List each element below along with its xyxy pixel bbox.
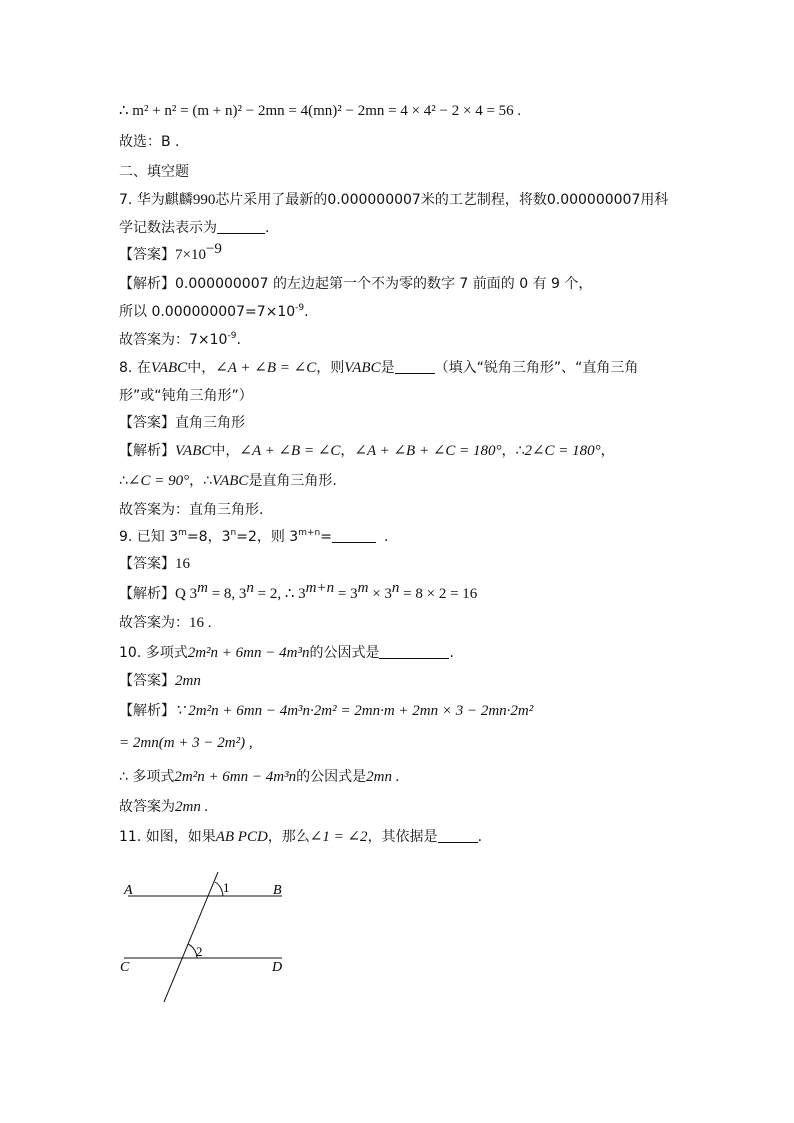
transversal-line	[164, 872, 218, 1002]
q9-answer-line	[119, 554, 190, 574]
q11-text-a: 11. 如图，如果	[119, 829, 216, 845]
q8-analysis-eq-1: ∠A + ∠B = ∠C	[239, 443, 341, 459]
q9-exp-m: m	[178, 528, 187, 538]
final-answer-label: 故答案为：	[119, 502, 189, 518]
q9-an-e: n	[246, 580, 254, 596]
label-d: D	[272, 960, 283, 975]
q10-gcf: 2mn .	[366, 769, 400, 785]
answer-label: 【答案】	[119, 415, 175, 431]
q8-analysis-c: 中，	[211, 443, 240, 459]
q9-text-a: 9. 已知 3	[119, 529, 179, 545]
q9-an-i: m	[357, 580, 369, 596]
q9-an-k: n	[391, 580, 400, 596]
answer-choice-text: 故选：B .	[119, 134, 180, 150]
solution-equation-line	[119, 101, 521, 121]
q11-answer-blank	[438, 828, 478, 843]
q7-analysis-line-2	[119, 302, 309, 322]
q9-exp-n: n	[230, 528, 237, 538]
q8-analysis-eq-3: 2∠C = 180°	[524, 443, 601, 459]
q7-answer-exponent: −9	[205, 241, 222, 257]
q8-therefore-2: ，∴	[189, 473, 213, 489]
q8-final-answer-value: 直角三角形.	[189, 502, 264, 518]
q10-text-c: 的公因式是	[309, 645, 380, 661]
question-11-line	[119, 827, 482, 847]
q9-answer-value: 16	[175, 556, 190, 572]
q11-text-e: ，其依据是	[367, 829, 438, 845]
q11-parallel-statement: AB PCD	[215, 829, 268, 845]
q10-text-a: 10. 多项式	[119, 645, 188, 661]
q11-text-c: ，那么	[267, 829, 310, 845]
equation-text: ∴ m² + n² = (m + n)² − 2mn = 4(mn)² − 2mn = 4 × 4² − 2 × 4 = 56 .	[119, 103, 522, 119]
q7-final-answer-line	[119, 330, 241, 350]
q11-angle-equality: ∠1 = ∠2	[309, 829, 368, 845]
parallel-lines-figure	[110, 870, 300, 1010]
q9-period: .	[383, 529, 389, 545]
q10-analysis-eq: ∵ 2m²n + 6mn − 4m³n·2m² = 2mn·m + 2mn × 3 − 2mn·2m²	[175, 703, 534, 719]
q8-angle-c-value: ∠C = 90°	[127, 473, 190, 489]
label-angle-2: 2	[196, 944, 203, 959]
label-a: A	[124, 883, 133, 898]
q8-analysis-eq-2: ∠A + ∠B + ∠C = 180°	[354, 443, 502, 459]
q7-text-line2: 学记数法表示为	[119, 220, 217, 236]
q8-text-c: 中，	[187, 360, 216, 376]
q10-period: .	[449, 645, 454, 661]
q10-answer-blank	[379, 644, 449, 659]
q10-factored-form: = 2mn(m + 3 − 2m²) ,	[119, 735, 253, 751]
q7-analysis-period: .	[304, 304, 309, 320]
q10-final-answer-line	[119, 797, 208, 817]
q9-an-b: Q 3	[175, 586, 198, 602]
q8-analysis-i: ，	[600, 443, 615, 459]
final-answer-label: 故答案为：	[119, 615, 189, 631]
analysis-label: 【解析】	[119, 443, 175, 459]
q7-analysis-text: 0.000000007 的左边起第一个不为零的数字 7 前面的 0 有 9 个，	[175, 276, 593, 292]
q9-an-g: m+n	[305, 580, 335, 596]
q7-number-1: 0.000000007	[327, 192, 421, 208]
answer-label: 【答案】	[119, 556, 175, 572]
q8-answer-blank	[395, 359, 435, 374]
q7-analysis-text-2: 所以 0.000000007=7×10	[119, 304, 296, 320]
q9-an-c: m	[197, 580, 208, 596]
q9-final-answer-line	[119, 613, 212, 633]
question-8-line-1	[119, 358, 638, 378]
q7-text-c: 芯片采用了最新的	[215, 192, 328, 208]
q10-polynomial: 2m²n + 6mn − 4m³n	[187, 645, 310, 661]
answer-label: 【答案】	[119, 673, 175, 689]
angle-1-arc	[215, 882, 223, 896]
q8-text-e: ，则	[316, 360, 345, 376]
q10-answer-value: 2mn	[175, 673, 201, 689]
q7-number-990: 990	[192, 192, 216, 208]
q7-answer-blank	[217, 219, 265, 234]
question-7-line-1	[119, 190, 668, 210]
q8-angle-equation: ∠A + ∠B = ∠C	[215, 360, 317, 376]
q9-exp-mn: m+n	[298, 528, 321, 538]
section-heading-text: 二、填空题	[119, 164, 189, 180]
q7-text-g: 用科	[640, 192, 669, 208]
q8-conclusion-text: 是直角三角形.	[248, 473, 337, 489]
q8-analysis-line-1	[119, 441, 615, 461]
q8-answer-value: 直角三角形	[175, 415, 245, 431]
q8-answer-line	[119, 413, 245, 433]
q8-final-answer-line	[119, 500, 263, 520]
answer-choice-line	[119, 132, 180, 152]
q10-analysis-line-1	[119, 701, 533, 721]
q8-analysis-line-2	[119, 471, 337, 491]
analysis-label: 【解析】	[119, 276, 175, 292]
q8-text-a: 8. 在	[119, 360, 151, 376]
q9-final-answer-value: 16 .	[189, 615, 212, 631]
q7-analysis-exponent: -9	[295, 303, 305, 313]
question-9-line	[119, 527, 388, 547]
q9-text-e: =2，则 3	[236, 529, 299, 545]
q7-answer-line	[119, 241, 222, 265]
q8-triangle-name: VABC	[212, 473, 249, 489]
q8-text-g: 是	[380, 360, 395, 376]
q9-an-h: = 3	[334, 586, 358, 602]
q9-text-c: =8，3	[186, 529, 231, 545]
q8-text-h: （填入“锐角三角形”、“直角三角	[434, 360, 639, 376]
q10-therefore-text: ∴ 多项式	[119, 769, 175, 785]
q10-final-answer-value: 2mn .	[175, 799, 209, 815]
q7-period: .	[265, 220, 270, 236]
final-answer-label: 故答案为	[119, 799, 175, 815]
q10-analysis-line-3	[119, 767, 399, 787]
q7-number-2: 0.000000007	[546, 192, 641, 208]
q9-answer-blank	[332, 528, 376, 543]
q10-answer-line	[119, 671, 201, 691]
q10-text-c2: 的公因式是	[296, 769, 367, 785]
q10-polynomial-repeat: 2m²n + 6mn − 4m³n	[174, 769, 297, 785]
q7-final-answer-text: 故答案为：7×10	[119, 332, 228, 348]
analysis-label: 【解析】	[119, 586, 175, 602]
question-8-line-2	[119, 386, 253, 406]
label-c: C	[120, 960, 130, 975]
label-angle-1: 1	[223, 880, 230, 895]
q7-analysis-line-1	[119, 274, 592, 294]
q9-equals: =	[320, 529, 332, 545]
section-heading	[119, 162, 189, 182]
q8-triangle-2: VABC	[344, 360, 381, 376]
q9-analysis-line	[119, 580, 478, 604]
q7-text-a: 7. 华为麒麟	[119, 192, 193, 208]
q7-final-exponent: -9	[227, 331, 237, 341]
q9-an-l: = 8 × 2 = 16	[399, 586, 478, 602]
answer-label: 【答案】	[119, 247, 175, 263]
q8-text-line2: 形”或“钝角三角形”）	[119, 388, 253, 404]
q9-an-j: × 3	[368, 586, 392, 602]
label-b: B	[273, 883, 282, 898]
q7-answer-value: 7×10	[175, 247, 206, 263]
q9-an-d: = 8, 3	[207, 586, 247, 602]
analysis-label: 【解析】	[119, 703, 175, 719]
q8-triangle-1: VABC	[150, 360, 188, 376]
question-7-line-2	[119, 218, 269, 238]
q9-an-f: = 2, ∴ 3	[253, 586, 306, 602]
q8-analysis-triangle: VABC	[175, 443, 212, 459]
q7-final-period: .	[236, 332, 241, 348]
q7-text-e: 米的工艺制程，将数	[420, 192, 547, 208]
q11-period: .	[477, 829, 483, 845]
question-10-line	[119, 643, 454, 663]
q8-analysis-g: ，∴	[501, 443, 525, 459]
q10-analysis-line-2	[119, 733, 253, 753]
q8-analysis-e: ，	[340, 443, 355, 459]
q8-therefore-1: ∴	[119, 473, 128, 489]
